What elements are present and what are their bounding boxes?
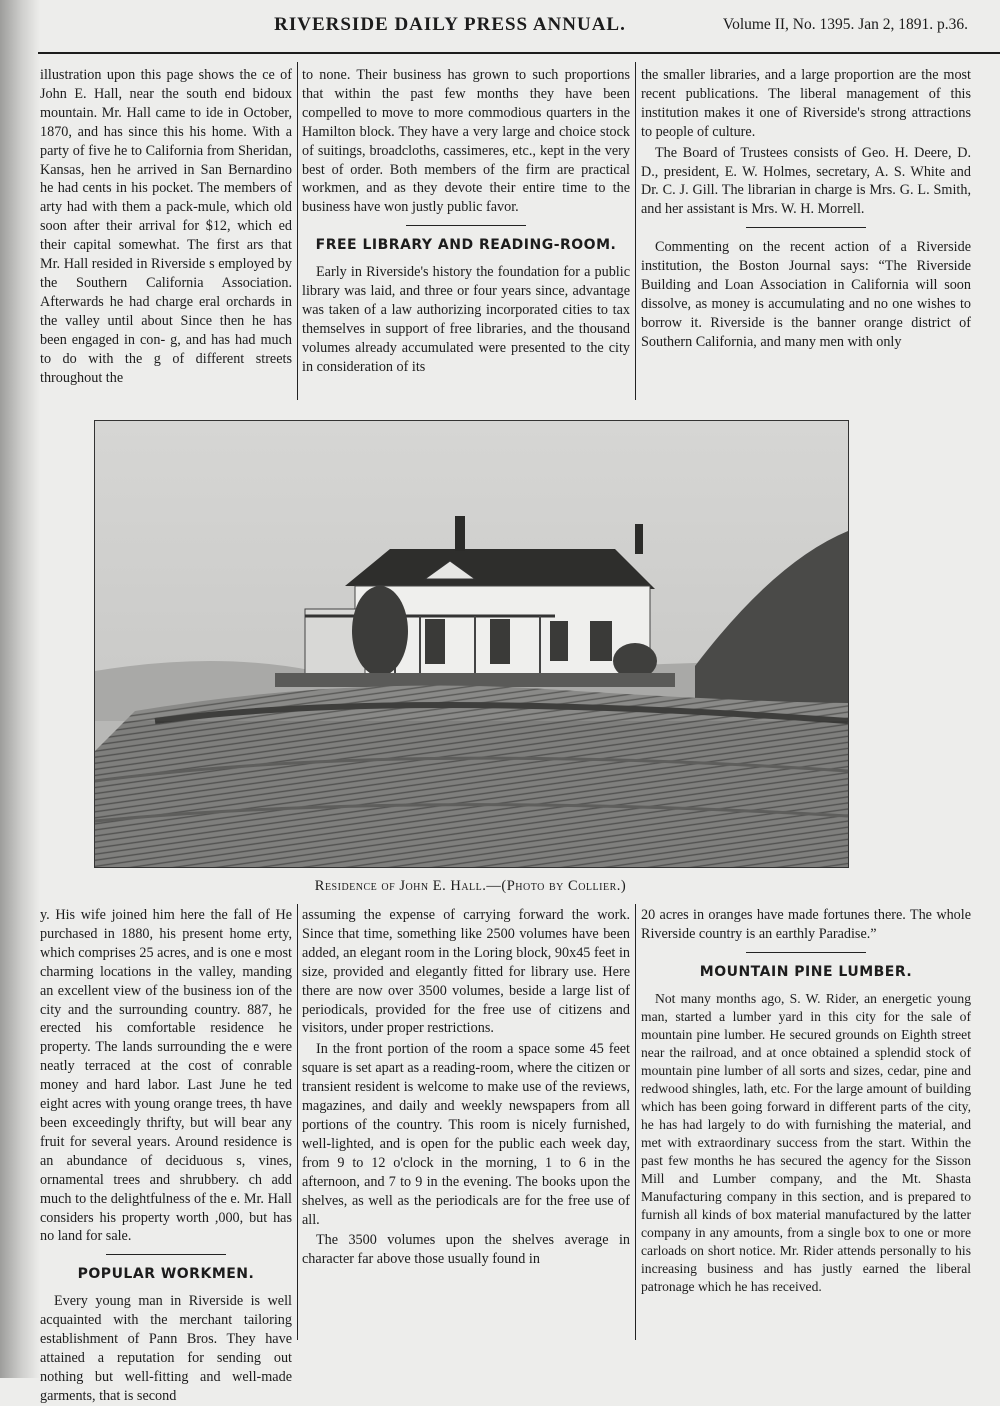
free-library-headline: FREE LIBRARY AND READING-ROOM. [315, 237, 617, 254]
top-column-2 [302, 66, 630, 398]
column-divider [635, 62, 636, 400]
boston-journal-continued-paragraph: 20 acres in oranges have made fortunes there. The whole Riverside country is an earthly Paradise.” [641, 907, 971, 942]
bottom-column-1 [40, 906, 292, 1404]
pann-bros-continued-paragraph: to none. Their business has grown to such proportions that within the past few months they have been compelled to move to more commodious quarters in the Hamilton block. They have a very large and choice stock of suitings, broadcloths, cassimeres, etc., kept in the very best of order. Both members of the firm are practical workmen, and as they devote their entire time to the business have won justly public favor. [302, 67, 630, 216]
hall-biography-paragraph: illustration upon this page shows the ce of John E. Hall, near the south end bidoux mountain. Mr. Hall came to ide in October, 1870, and has since this his home. With a party of five he to California from Sheridan, Kansas, hen he arrived in San Bernardino he had cents in his pocket. The members of arty had with them a pack-mule, which old soon after their arrival for $12, which ed their capital somewhat. The first ars that Mr. Hall resided in Riverside s employed by the Southern California Association. Afterwards he had charge eral orchards in the valley until about Since then he has been engaged in con- g, and has had much to do with the g of different streets throughout the [40, 67, 292, 386]
pann-bros-paragraph: Every young man in Riverside is well acquainted with the merchant tailoring establishment of Pann Bros. They have attained a reputation for sending out nothing but well-fitting and well-made garments, that is second [40, 1293, 292, 1404]
popular-workmen-headline: POPULAR WORKMEN. [77, 1266, 255, 1283]
residence-photograph [94, 420, 849, 868]
library-collection-paragraph: the smaller libraries, and a large proportion are the most recent publications. The liberal management of this institution makes it one of Riverside's strong attractions to people of culture. [641, 67, 971, 140]
column-divider [297, 62, 298, 400]
hall-property-paragraph: y. His wife joined him here the fall of He purchased in 1880, his present home erty, which comprises 25 acres, and is one e most charming locations in the valley, manding an excellent view of the business ion of the city and the surrounding country. 887, he erected his comfortable residence he property. The lands surrounding the e were neatly terraced at the cost of conrable money and hard labor. Last June he ted eight acres with young orange trees, th have been exceedingly thrifty, but will bear any fruit for several years. Around residence is an abundance of deciduous s, vines, ornamental trees and shrubbery. ch add much to the delightfulness of the e. Mr. Hall considers his property worth ,000, but has no land for sale. [40, 907, 292, 1245]
boston-journal-paragraph: Commenting on the recent action of a Riverside institution, the Boston Journal says: “The Riverside Building and Loan Association in California will soon dissolve, as money is accumulating and no one wishes to borrow it. Riverside is the banner orange district of Southern California, and many men with only [641, 239, 971, 350]
column-divider [297, 904, 298, 1340]
bottom-column-3 [641, 906, 971, 1338]
board-of-trustees-paragraph: The Board of Trustees consists of Geo. H. Deere, D. D., president, E. W. Holmes, secretary, A. S. White and Dr. C. J. Gill. The librarian in charge is Mrs. G. L. Smith, and her assistant is Mrs. W. H. Morrell. [641, 144, 971, 218]
publication-title: RIVERSIDE DAILY PRESS ANNUAL. [274, 14, 626, 35]
page-header [0, 10, 1000, 40]
photo-caption: Residence of John E. Hall.—(Photo by Collier.) [314, 878, 627, 894]
mountain-pine-lumber-headline: MOUNTAIN PINE LUMBER. [699, 963, 913, 980]
header-rule [38, 52, 1000, 54]
library-intro-paragraph: Early in Riverside's history the foundation for a public library was laid, and three or four years since, advantage was taken of a law authorizing incorporated cities to tax themselves in support of free libraries, and the thousand volumes already accumulated were presented to the city in consideration of its [302, 264, 630, 375]
section-divider [746, 227, 866, 228]
page-binding-shadow [0, 0, 40, 1378]
bottom-column-2 [302, 906, 630, 1338]
section-divider [406, 225, 526, 226]
residence-illustration [95, 421, 848, 867]
issue-reference: Volume II, No. 1395. Jan 2, 1891. p.36. [722, 16, 968, 33]
reading-room-paragraph: In the front portion of the room a space some 45 feet square is set apart as a reading-room, where the citizen or transient resident is welcome to make use of the reviews, magazines, and daily and weekly newspapers from all portions of the country. This room is nicely furnished, well-lighted, and is open for the public each week day, from 9 to 12 o'clock in the morning, 1 to 6 in the afternoon, and 7 to 9 in the evening. The books upon the shelves, as well as the periodicals are for the free use of all. [302, 1041, 630, 1228]
section-divider [106, 1254, 226, 1255]
section-divider [746, 952, 866, 953]
top-column-1 [40, 66, 292, 398]
lumber-yard-paragraph: Not many months ago, S. W. Rider, an energetic young man, started a lumber yard in this city for the sale of mountain pine lumber. He secured grounds on Eighth street near the railroad, and at once obtained a splendid stock of mountain pine lumber of all sorts and sizes, cedar, pine and redwood shingles, lath, etc. For the large amount of building which has been going forward in different parts of the city, he has had largely to do with furnishing the material, and met with extraordinary success from the start. Within the past few months he has secured the agency for the Sisson Mill and Lumber company, and the Mt. Shasta Manufacturing company in this section, and is prepared to furnish all kinds of box material manufactured by the latter company in any amounts, from a single box to one or more carloads on short notice. Mr. Rider attends personally to his increasing business and has justly earned the liberal patronage which he has received. [641, 990, 971, 1294]
library-expense-paragraph: assuming the expense of carrying forward the work. Since that time, something like 2500 volumes have been added, an elegant room in the Loring block, 90x45 feet in size, provided and elegantly fitted for library use. Here there are now over 3500 volumes, beside a large list of periodicals, provided for the free use of citizens and visitors, under proper restrictions. [302, 907, 630, 1037]
library-volumes-paragraph: The 3500 volumes upon the shelves average in character far above those usually found in [302, 1232, 630, 1268]
top-column-3 [641, 66, 971, 398]
column-divider [635, 904, 636, 1340]
